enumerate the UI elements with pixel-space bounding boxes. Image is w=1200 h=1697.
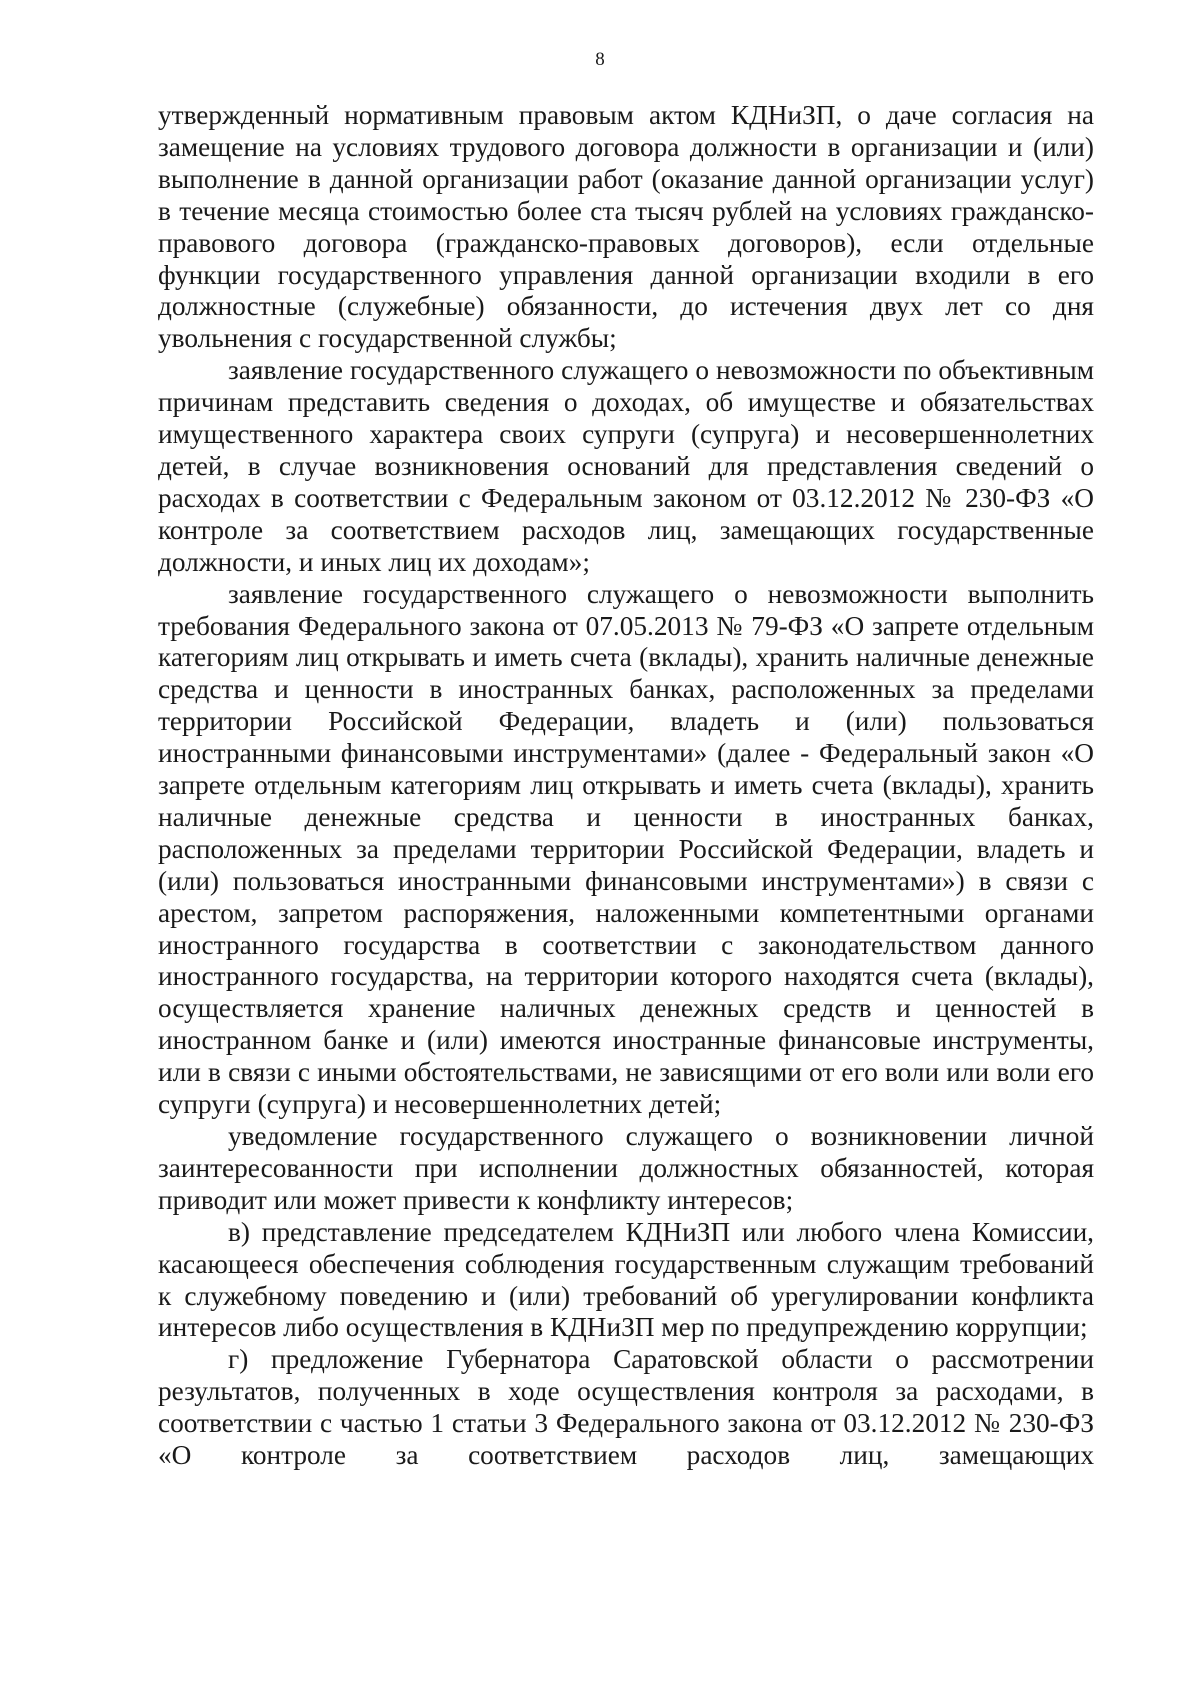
- paragraph-item-v: в) представление председателем КДНиЗП или любого члена Комиссии, касающееся обеспечения соблюдения государственным служащим требований к служебному поведению и (или) требований об урегулировании конфликта интересов либо осуществления в КДНиЗП мер по предупреждению коррупции;: [158, 1216, 1094, 1343]
- paragraph-notice-conflict-of-interest: уведомление государственного служащего о возникновении личной заинтересованности при исполнении должностных обязанностей, которая приводит или может привести к конфликту интересов;: [158, 1121, 1094, 1215]
- document-body: [158, 100, 1094, 1472]
- paragraph-statement-foreign-accounts: заявление государственного служащего о невозможности выполнить требования Федерального закона от 07.05.2013 № 79-ФЗ «О запрете отдельным категориям лиц открывать и иметь счета (вклады), хранить наличные денежные средства и ценности в иностранных банках, расположенных за пределами территории Российской Федерации, владеть и (или) пользоваться иностранными финансовыми инструментами» (далее - Федеральный закон «О запрете отдельным категориям лиц открывать и иметь счета (вклады), хранить наличные денежные средства и ценности в иностранных банках, расположенных за пределами территории Российской Федерации, владеть и (или) пользоваться иностранными финансовыми инструментами») в связи с арестом, запретом распоряжения, наложенными компетентными органами иностранного государства в соответствии с законодательством данного иностранного государства, на территории которого находятся счета (вклады), осуществляется хранение наличных денежных средств и ценностей в иностранном банке и (или) имеются иностранные финансовые инструменты, или в связи с иными обстоятельствами, не зависящими от его воли или воли его супруги (супруга) и несовершеннолетних детей;: [158, 578, 1094, 1120]
- paragraph-item-g: г) предложение Губернатора Саратовской области о рассмотрении результатов, полученных в ходе осуществления контроля за расходами, в соответствии с частью 1 статьи 3 Федерального закона от 03.12.2012 № 230-ФЗ «О контроле за соответствием расходов лиц, замещающих: [158, 1344, 1094, 1471]
- page-number: 8: [595, 49, 605, 70]
- paragraph-statement-income-info: заявление государственного служащего о невозможности по объективным причинам представить сведения о доходах, об имуществе и обязательствах имущественного характера своих супруги (супруга) и несовершеннолетних детей, в случае возникновения оснований для представления сведений о расходах в соответствии с Федеральным законом от 03.12.2012 № 230-ФЗ «О контроле за соответствием расходов лиц, замещающих государственные должности, и иных лиц их доходам»;: [158, 355, 1094, 577]
- paragraph-continuation: утвержденный нормативным правовым актом КДНиЗП, о даче согласия на замещение на условиях трудового договора должности в организации и (или) выполнение в данной организации работ (оказание данной организации услуг) в течение месяца стоимостью более ста тысяч рублей на условиях гражданско-правового договора (гражданско-правовых договоров), если отдельные функции государственного управления данной организации входили в его должностные (служебные) обязанности, до истечения двух лет со дня увольнения с государственной службы;: [158, 100, 1094, 354]
